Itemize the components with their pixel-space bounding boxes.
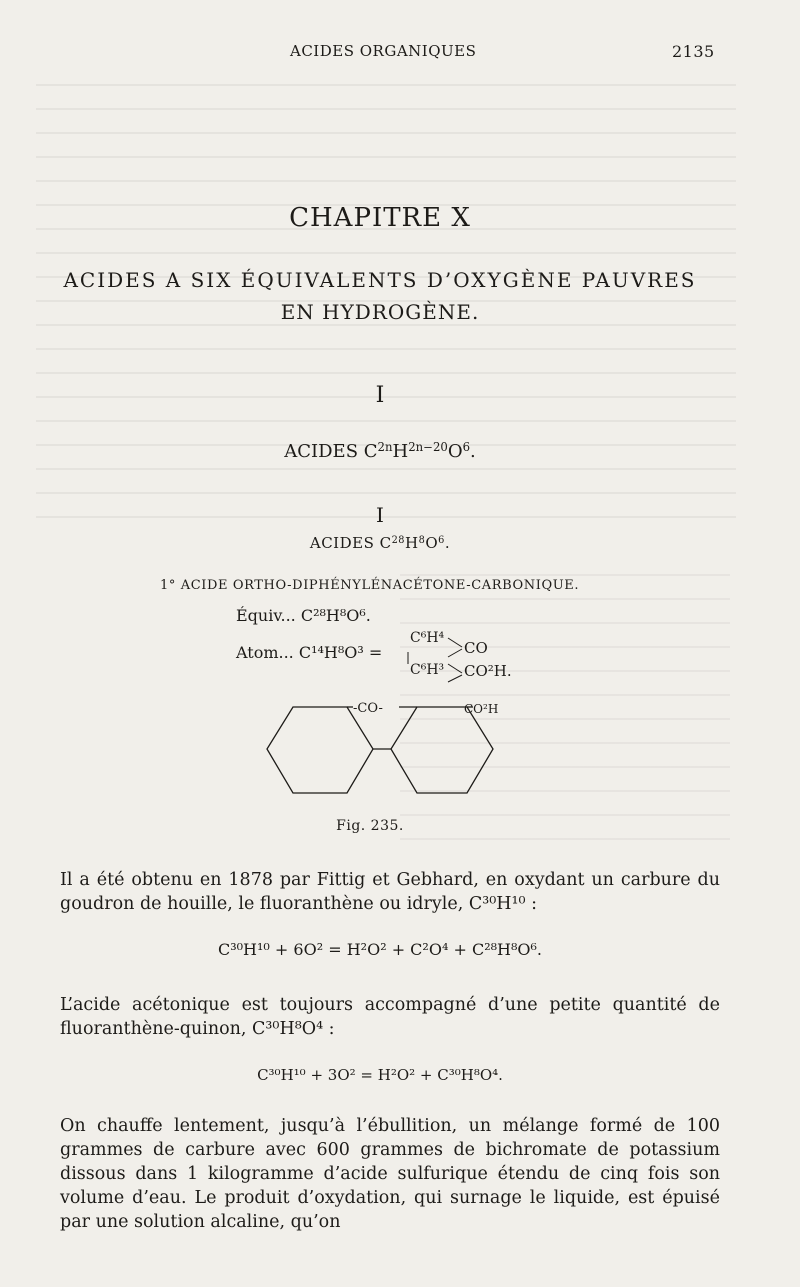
formula-suffix: .: [470, 441, 476, 462]
running-header: [0, 40, 800, 64]
formula-part: H: [392, 441, 409, 462]
formula-sup: 6: [462, 439, 471, 454]
bracket-lines: [410, 630, 470, 690]
acid-subsection-title: 1° ACIDE ORTHO-DIPHÉNYLÉNACÉTONE-CARBONIQUE.: [160, 578, 580, 593]
left-benzene-ring: [267, 707, 373, 793]
atom-formula-value: C¹⁴H⁸O³ =: [298, 643, 383, 662]
formula-sup: 8: [418, 534, 426, 546]
chapter-title: CHAPITRE X: [289, 203, 471, 233]
subsection-formula-heading: [0, 534, 760, 552]
atom-label: Atom...: [236, 643, 299, 662]
equiv-label: Équiv...: [236, 606, 301, 625]
equation-2: C³⁰H¹⁰ + 3O² = H²O² + C³⁰H⁸O⁴.: [257, 1066, 503, 1084]
subsection-roman-numeral: I: [376, 503, 384, 527]
formula-sup: 2n−20: [408, 439, 448, 454]
equation-1: C³⁰H¹⁰ + 6O² = H²O² + C²O⁴ + C²⁸H⁸O⁶.: [217, 940, 542, 959]
paragraph-3: On chauffe lentement, jusqu’à l’ébullition, un mélange formé de 100 grammes de carbure avec 600 grammes de bichromate de potassium dissous dans 1 kilogramme d’acide sulfurique étendu de cinq fois son volume d’eau. Le produit d’oxydation, qui surnage le liquide, est épuisé par une solution alcaline, qu’on: [60, 1116, 720, 1232]
running-title: ACIDES ORGANIQUES: [290, 42, 477, 60]
right-benzene-ring: [391, 707, 493, 793]
paragraph-1: Il a été obtenu en 1878 par Fittig et Gebhard, en oxydant un carbure du goudron de houille, le fluoranthène ou idryle, C³⁰H¹⁰ :: [60, 870, 720, 914]
equivalent-formula: [236, 606, 371, 625]
bottom-right-group: CO²H.: [464, 662, 512, 680]
formula-prefix: ACIDES C: [284, 441, 378, 462]
section-formula-heading: [0, 441, 760, 462]
figure-caption: Fig. 235.: [336, 818, 404, 834]
top-group: C⁶H⁴: [410, 630, 445, 646]
section-roman-numeral: I: [375, 383, 385, 408]
formula-part: O: [425, 534, 439, 552]
equiv-formula-value: C²⁸H⁸O⁶.: [300, 606, 371, 625]
paragraph-2: L’acide acétonique est toujours accompagné d’une petite quantité de fluoranthène-quinon, C³⁰H⁸O⁴ :: [60, 995, 720, 1039]
formula-part: H: [405, 534, 419, 552]
co-label: -CO-: [353, 701, 383, 716]
formula-sup: 28: [391, 534, 406, 546]
chapter-heading-line2: EN HYDROGÈNE.: [280, 300, 480, 324]
structural-formula-diagram: [265, 697, 505, 807]
atomic-formula: [236, 643, 382, 662]
formula-suffix: .: [444, 534, 451, 552]
formula-sup: 6: [438, 534, 445, 546]
chapter-heading-line1: ACIDES A SIX ÉQUIVALENTS D’OXYGÈNE PAUVRES: [63, 268, 697, 292]
formula-part: O: [447, 441, 463, 462]
co2h-label: CO²H: [464, 702, 499, 716]
formula-prefix: ACIDES C: [309, 534, 392, 552]
bottom-group: C⁶H³: [410, 662, 445, 678]
formula-sup: 2n: [377, 439, 393, 454]
page-number: 2135: [672, 42, 715, 61]
top-right-group: CO: [464, 639, 488, 657]
